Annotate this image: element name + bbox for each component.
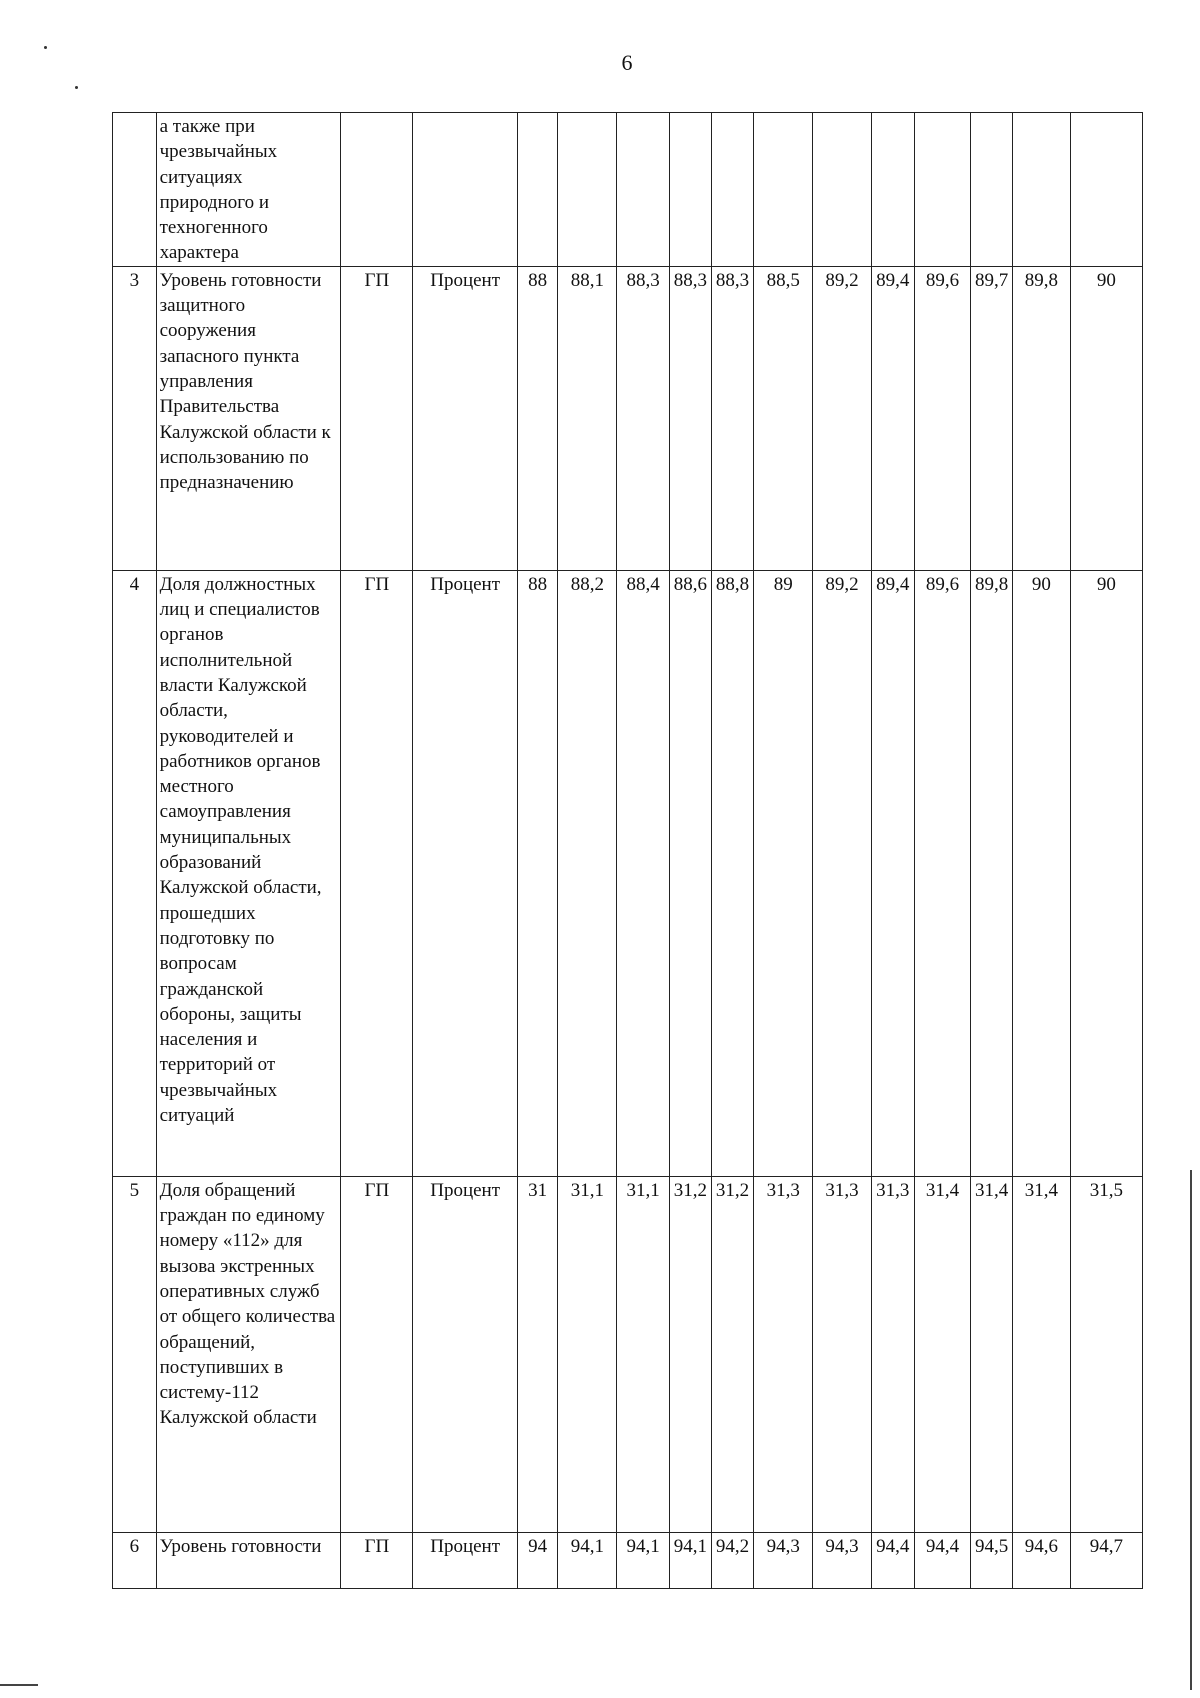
indicator-name: Доля должностных лиц и специалистов органов исполнительной власти Калужской области, руководителей и работников органов местного самоуправления муниципальных образований Калужской области, прошедших подготовку по вопросам гражданской обороны, защиты населения и территорий от чрезвычайных ситуаций — [156, 570, 341, 1176]
value-cell: 88,1 — [558, 266, 617, 570]
value-cell: 94,4 — [871, 1532, 914, 1588]
value-cell: 89,8 — [971, 570, 1013, 1176]
value-cell: 89,2 — [813, 266, 872, 570]
value-cell: 31,1 — [617, 1176, 670, 1532]
value-cell: 31,3 — [871, 1176, 914, 1532]
value-cell: 94,2 — [711, 1532, 754, 1588]
unit-cell: Процент — [413, 266, 518, 570]
value-cell: 31,2 — [711, 1176, 754, 1532]
value-cell: 94,4 — [914, 1532, 971, 1588]
value-cell: 88,5 — [754, 266, 813, 570]
scan-speck — [44, 46, 47, 49]
value-cell: 31,4 — [971, 1176, 1013, 1532]
row-number: 6 — [113, 1532, 157, 1588]
scan-speck — [75, 86, 78, 89]
value-cell: 90 — [1070, 266, 1142, 570]
value-cell: 31,4 — [914, 1176, 971, 1532]
value-cell — [617, 113, 670, 267]
value-cell — [754, 113, 813, 267]
indicator-name: Уровень готовности защитного сооружения запасного пункта управления Правительства Калужской области к использованию по предназначению — [156, 266, 341, 570]
value-cell: 31,3 — [813, 1176, 872, 1532]
row-number: 4 — [113, 570, 157, 1176]
value-cell: 31,1 — [558, 1176, 617, 1532]
value-cell: 89,6 — [914, 570, 971, 1176]
value-cell: 94 — [517, 1532, 558, 1588]
program-cell: ГП — [341, 1176, 413, 1532]
value-cell — [1070, 113, 1142, 267]
value-cell: 94,3 — [813, 1532, 872, 1588]
value-cell: 88,3 — [670, 266, 712, 570]
value-cell: 90 — [1012, 570, 1070, 1176]
value-cell — [914, 113, 971, 267]
value-cell: 94,1 — [558, 1532, 617, 1588]
value-cell: 90 — [1070, 570, 1142, 1176]
indicator-name: Доля обращений граждан по единому номеру «112» для вызова экстренных оперативных служб от общего количества обращений, поступивших в систему-112 Калужской области — [156, 1176, 341, 1532]
value-cell: 89,7 — [971, 266, 1013, 570]
page-number: 6 — [621, 50, 633, 75]
value-cell — [971, 113, 1013, 267]
value-cell — [871, 113, 914, 267]
table-row — [113, 1532, 1143, 1588]
value-cell — [558, 113, 617, 267]
value-cell: 31,4 — [1012, 1176, 1070, 1532]
indicator-name: Уровень готовности — [156, 1532, 341, 1588]
value-cell: 31,2 — [670, 1176, 712, 1532]
program-cell: ГП — [341, 1532, 413, 1588]
value-cell: 94,1 — [670, 1532, 712, 1588]
value-cell: 89,4 — [871, 570, 914, 1176]
value-cell: 88,6 — [670, 570, 712, 1176]
value-cell: 94,5 — [971, 1532, 1013, 1588]
value-cell — [1012, 113, 1070, 267]
value-cell: 89,2 — [813, 570, 872, 1176]
program-cell: ГП — [341, 570, 413, 1176]
table-row — [113, 570, 1143, 1176]
indicator-name: а также при чрезвычайных ситуациях природного и техногенного характера — [156, 113, 341, 267]
value-cell: 89,4 — [871, 266, 914, 570]
scan-edge-line — [1190, 1170, 1192, 1690]
value-cell: 31,3 — [754, 1176, 813, 1532]
value-cell: 94,1 — [617, 1532, 670, 1588]
value-cell: 89 — [754, 570, 813, 1176]
value-cell: 31,5 — [1070, 1176, 1142, 1532]
table-row — [113, 1176, 1143, 1532]
table-row — [113, 266, 1143, 570]
row-number: 5 — [113, 1176, 157, 1532]
program-cell: ГП — [341, 266, 413, 570]
indicators-table — [112, 112, 1143, 1589]
value-cell: 89,6 — [914, 266, 971, 570]
unit-cell: Процент — [413, 570, 518, 1176]
value-cell: 88,4 — [617, 570, 670, 1176]
unit-cell: Процент — [413, 1176, 518, 1532]
value-cell: 88,3 — [711, 266, 754, 570]
value-cell: 88 — [517, 570, 558, 1176]
value-cell — [670, 113, 712, 267]
value-cell — [517, 113, 558, 267]
value-cell: 89,8 — [1012, 266, 1070, 570]
value-cell: 88,3 — [617, 266, 670, 570]
row-number: 3 — [113, 266, 157, 570]
value-cell: 94,6 — [1012, 1532, 1070, 1588]
value-cell: 88,8 — [711, 570, 754, 1176]
scan-edge-line — [0, 1684, 38, 1686]
unit-cell: Процент — [413, 1532, 518, 1588]
value-cell: 88 — [517, 266, 558, 570]
program-cell — [341, 113, 413, 267]
row-number — [113, 113, 157, 267]
value-cell — [711, 113, 754, 267]
table-row — [113, 113, 1143, 267]
value-cell: 31 — [517, 1176, 558, 1532]
value-cell — [813, 113, 872, 267]
unit-cell — [413, 113, 518, 267]
value-cell: 94,7 — [1070, 1532, 1142, 1588]
value-cell: 88,2 — [558, 570, 617, 1176]
value-cell: 94,3 — [754, 1532, 813, 1588]
